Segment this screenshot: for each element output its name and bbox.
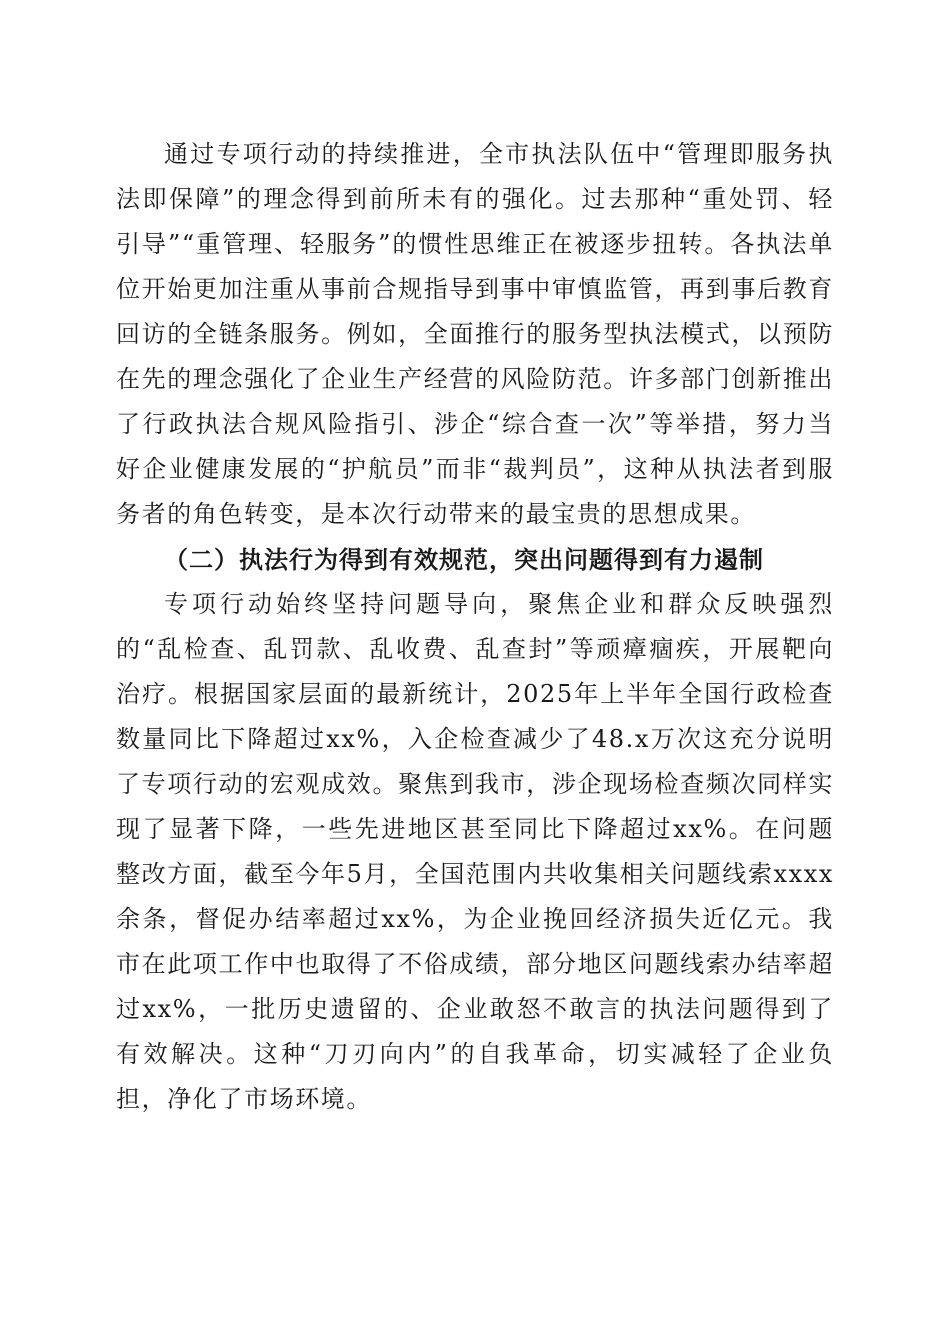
document-body <box>116 132 834 1122</box>
section-heading: （二）执法行为得到有效规范，突出问题得到有力遏制 <box>164 545 764 574</box>
paragraph-mindset-change: 通过专项行动的持续推进，全市执法队伍中“管理即服务执法即保障”的理念得到前所未有的强化。过去那种“重处罚、轻引导”“重管理、轻服务”的惯性思维正在被逐步扭转。各执法单位开始更加注重从事前合规指导到事中审慎监管，再到事后教育回访的全链条服务。例如，全面推行的服务型执法模式，以预防在先的理念强化了企业生产经营的风险防范。许多部门创新推出了行政执法合规风险指引、涉企“综合查一次”等举措，努力当好企业健康发展的“护航员”而非“裁判员”，这种从执法者到服务者的角色转变，是本次行动带来的最宝贵的思想成果。 <box>116 140 834 528</box>
paragraph-enforcement-regulation: 专项行动始终坚持问题导向，聚焦企业和群众反映强烈的“乱检查、乱罚款、乱收费、乱查封”等顽瘴痼疾，开展靶向治疗。根据国家层面的最新统计，2025年上半年全国行政检查数量同比下降超过xx%，入企检查减少了48.x万次这充分说明了专项行动的宏观成效。聚焦到我市，涉企现场检查频次同样实现了显著下降，一些先进地区甚至同比下降超过xx%。在问题整改方面，截至今年5月，全国范围内共收集相关问题线索xxxx余条，督促办结率超过xx%，为企业挽回经济损失近亿元。我市在此项工作中也取得了不俗成绩，部分地区问题线索办结率超过xx%，一批历史遗留的、企业敢怒不敢言的执法问题得到了有效解决。这种“刀刃向内”的自我革命，切实减轻了企业负担，净化了市场环境。 <box>116 590 834 1113</box>
